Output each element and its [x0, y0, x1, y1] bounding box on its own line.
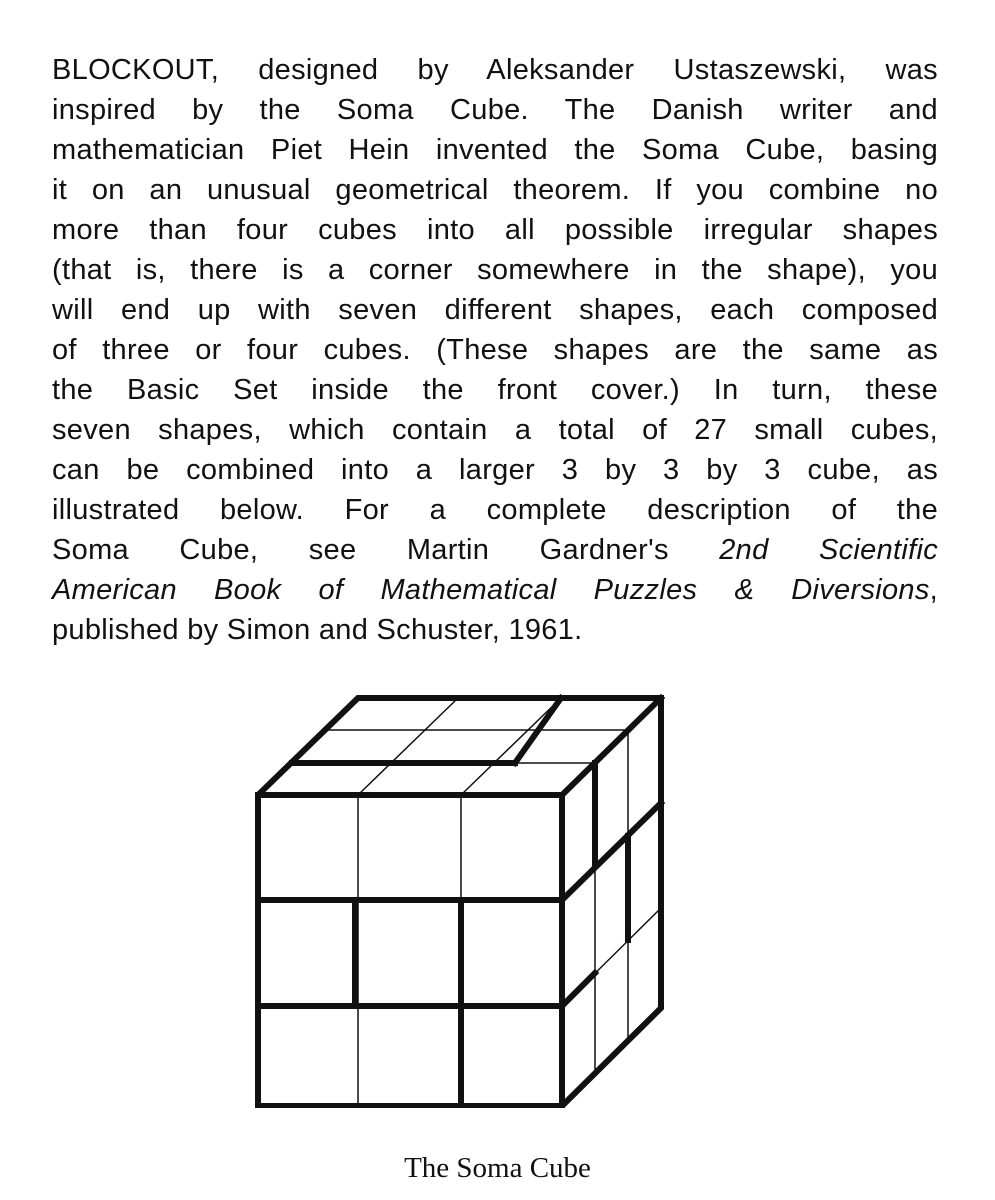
paragraph-line-1: BLOCKOUT, designed by Aleksander Ustaszewski, was — [52, 54, 938, 86]
paragraph-line-8: of three or four cubes. (These shapes are the same as — [52, 334, 938, 366]
paragraph-line-6: (that is, there is a corner somewhere in the shape), you — [52, 254, 938, 286]
figure-caption: The Soma Cube — [404, 1152, 591, 1184]
soma-cube-illustration — [250, 688, 680, 1108]
line-13-plain: Soma Cube, see Martin Gardner's — [52, 534, 720, 566]
paragraph-line-5: more than four cubes into all possible irregular shapes — [52, 214, 938, 246]
paragraph-line-2: inspired by the Soma Cube. The Danish writer and — [52, 94, 938, 126]
paragraph-line-10: seven shapes, which contain a total of 27 small cubes, — [52, 414, 938, 446]
paragraph-line-4: it on an unusual geometrical theorem. If you combine no — [52, 174, 938, 206]
book-title-part-1: 2nd Scientific — [719, 534, 939, 566]
soma-cube-paragraph — [52, 50, 938, 650]
paragraph-line-14 — [52, 570, 938, 610]
paragraph-line-9: the Basic Set inside the front cover.) In turn, these — [52, 374, 938, 406]
paragraph-line-7: will end up with seven different shapes, each composed — [52, 294, 938, 326]
paragraph-line-12: illustrated below. For a complete description of the — [52, 494, 938, 526]
front-face-grid — [258, 795, 562, 1106]
book-title-part-2: American Book of Mathematical Puzzles & Diversions — [52, 574, 930, 606]
line-14-comma: , — [929, 574, 938, 606]
paragraph-line-11: can be combined into a larger 3 by 3 by 3 cube, as — [52, 454, 938, 486]
paragraph-line-3: mathematician Piet Hein invented the Soma Cube, basing — [52, 134, 938, 166]
paragraph-line-15: published by Simon and Schuster, 1961. — [52, 614, 583, 646]
paragraph-line-13 — [52, 530, 938, 570]
